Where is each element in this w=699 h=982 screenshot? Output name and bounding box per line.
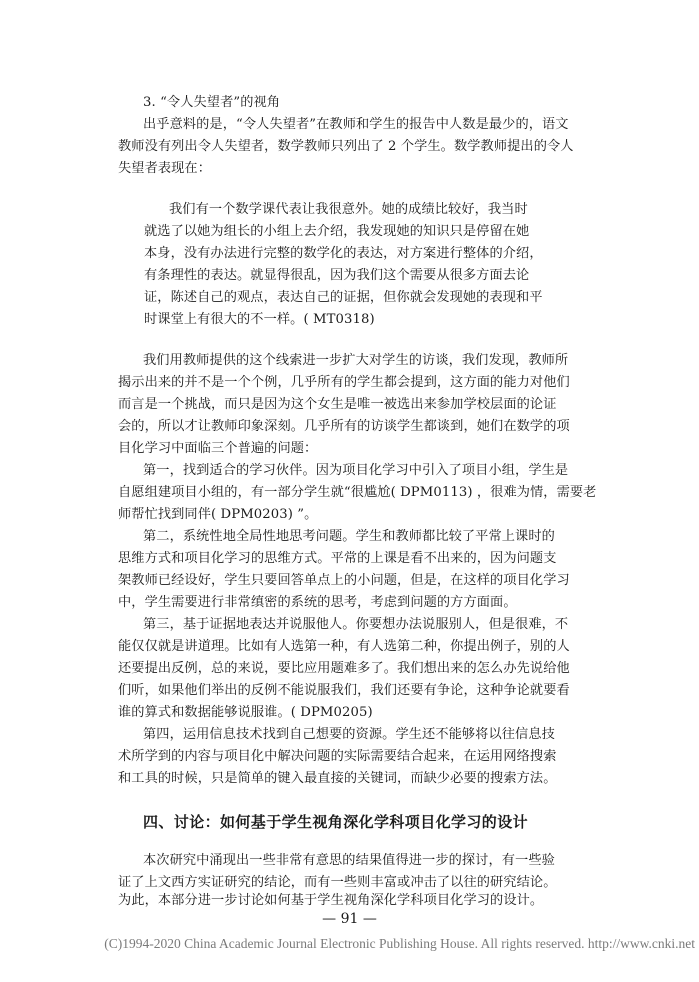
paragraph-main-line: 揭示出来的并不是一个个例，几乎所有的学生都会提到，这方面的能力对他们	[118, 375, 570, 390]
point-two-line: 中，学生需要进行非常缜密的系统的思考，考虑到问题的方方面面。	[118, 595, 517, 610]
point-four-line: 第四，运用信息技术找到自己想要的资源。学生还不能够将以往信息技	[143, 727, 555, 742]
subsection-title: 3. “令人失望者”的视角	[143, 95, 281, 110]
interview-quote-line: 有条理性的表达。就显得很乱，因为我们这个需要从很多方面去论	[144, 268, 530, 283]
point-three-line: 第三，基于证据地表达并说服他人。你要想办法说服别人，但是很难，不	[143, 617, 569, 632]
interview-quote-line: 证，陈述自己的观点，表达自己的证据，但你就会发现她的表现和平	[144, 290, 543, 305]
point-two-line: 架教师已经设好，学生只要回答单点上的小问题，但是，在这样的项目化学习	[118, 573, 570, 588]
paragraph-intro-line: 失望者表现在：	[118, 161, 212, 176]
copyright-footer: (C)1994-2020 China Academic Journal Electronic Publishing House. All rights reserved. http://www.cnki.net	[104, 936, 695, 951]
paragraph-discussion-line: 本次研究中涌现出一些非常有意思的结果值得进一步的探讨，有一些验	[143, 853, 555, 868]
section-heading: 四、讨论：如何基于学生视角深化学科项目化学习的设计	[143, 813, 529, 831]
interview-quote-line: 本身，没有办法进行完整的数学化的表达，对方案进行整体的介绍，	[144, 246, 543, 261]
paragraph-main-line: 目化学习中面临三个普遍的问题：	[118, 441, 318, 456]
paragraph-intro-line: 教师没有列出令人失望者，数学教师只列出了 2 个学生。数学教师提出的令人	[118, 139, 574, 154]
paragraph-main-line: 会的，所以才让教师印象深刻。几乎所有的访谈学生都谈到，她们在数学的项	[118, 419, 570, 434]
point-three-line: 还要提出反例，总的来说，要比应用题难多了。我们想出来的怎么办先说给他	[118, 661, 570, 676]
point-one-line: 自愿组建项目小组的，有一部分学生就“很尴尬( DPM0113) ，很难为情，需要老	[118, 485, 597, 500]
point-three-line: 谁的算式和数据能够说服谁。( DPM0205)	[118, 705, 373, 720]
page-number: — 91 —	[322, 911, 377, 927]
point-four-line: 术所学到的内容与项目化中解决问题的实际需要结合起来，在运用网络搜索	[118, 749, 557, 764]
paragraph-discussion-line: 为此，本部分进一步讨论如何基于学生视角深化学科项目化学习的设计。	[118, 893, 544, 908]
point-one-line: 师帮忙找到同伴( DPM0203) ”。	[118, 507, 318, 522]
point-two-line: 第二，系统性地全局性地思考问题。学生和教师都比较了平常上课时的	[143, 529, 555, 544]
interview-quote-line: 时课堂上有很大的不一样。( MT0318)	[144, 312, 375, 327]
interview-quote-line: 就选了以她为组长的小组上去介绍，我发现她的知识只是停留在她	[144, 224, 530, 239]
point-three-line: 们听，如果他们举出的反例不能说服我们，我们还要有争论，这种争论就要看	[118, 683, 570, 698]
point-two-line: 思维方式和项目化学习的思维方式。平常的上课是看不出来的，因为问题支	[118, 551, 557, 566]
paragraph-main-line: 我们用教师提供的这个线索进一步扩大对学生的访谈，我们发现，教师所	[143, 353, 569, 368]
interview-quote-line: 我们有一个数学课代表让我很意外。她的成绩比较好，我当时	[169, 202, 528, 217]
point-four-line: 和工具的时候，只是简单的键入最直接的关键词，而缺少必要的搜索方法。	[118, 771, 557, 786]
paragraph-main-line: 而言是一个挑战，而只是因为这个女生是唯一被选出来参加学校层面的论证	[118, 397, 557, 412]
paragraph-intro-line: 出乎意料的是，“令人失望者”在教师和学生的报告中人数是最少的，语文	[143, 117, 569, 132]
point-one-line: 第一，找到适合的学习伙伴。因为项目化学习中引入了项目小组，学生是	[143, 463, 569, 478]
paragraph-discussion-line: 证了上文西方实证研究的结论，而有一些则丰富或冲击了以往的研究结论。	[118, 875, 557, 890]
point-three-line: 能仅仅就是讲道理。比如有人选第一种，有人选第二种，你提出例子，别的人	[118, 639, 570, 654]
